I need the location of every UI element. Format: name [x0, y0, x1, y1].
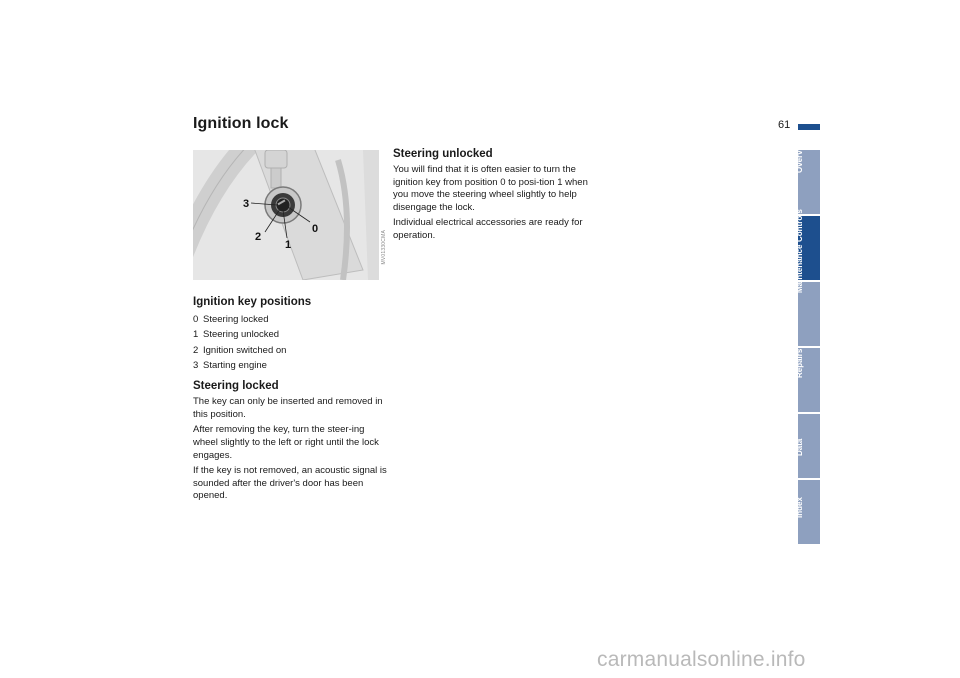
steering-unlocked-section — [393, 147, 588, 243]
list-item-text: Ignition switched on — [203, 344, 287, 356]
callout-0: 0 — [312, 223, 319, 235]
tab-label: Controls — [795, 209, 804, 243]
key-positions-list — [193, 312, 388, 373]
tab-data[interactable] — [795, 414, 820, 478]
list-item-text: Steering locked — [203, 314, 269, 325]
callout-3: 3 — [243, 198, 250, 210]
figure-code: MV01330CMA — [381, 230, 387, 265]
paragraph: Individual electrical accessories are ready for operation. — [393, 217, 583, 241]
tab-index[interactable] — [795, 480, 820, 544]
list-item-number: 2 — [193, 344, 199, 356]
list-item — [193, 343, 388, 358]
list-item — [193, 358, 388, 373]
tab-maintenance[interactable] — [795, 244, 820, 346]
list-item-text: Starting engine — [203, 359, 267, 371]
paragraph: You will find that it is often easier to turn the ignition key from position 0 to posi-tion 1 when you move the steering wheel slightly to help disengage the lock. — [393, 164, 588, 213]
list-item — [193, 327, 388, 342]
tab-label: Index — [795, 497, 804, 519]
steering-locked-heading: Steering locked — [193, 380, 279, 393]
list-item-number: 0 — [193, 314, 199, 325]
paragraph: The key can only be inserted and removed in this position. — [193, 396, 383, 420]
list-item-number: 1 — [193, 329, 199, 341]
tab-label: Maintenance — [795, 244, 804, 293]
watermark: carmanualsonline.info — [597, 648, 806, 671]
tab-label: Repairs — [795, 348, 804, 378]
paragraph: If the key is not removed, an acoustic signal is sounded after the driver's door has been opened. — [193, 465, 387, 502]
steering-unlocked-heading: Steering unlocked — [393, 148, 493, 160]
tab-label: Overview — [795, 137, 804, 174]
tab-repairs[interactable] — [795, 348, 820, 412]
left-column — [193, 295, 388, 509]
list-item — [193, 312, 388, 327]
list-item-number: 3 — [193, 359, 199, 371]
chapter-tabs — [795, 137, 820, 546]
page-marker — [798, 124, 820, 130]
page-title: Ignition lock — [193, 115, 289, 132]
right-column — [393, 147, 588, 249]
ignition-lock-figure — [193, 150, 379, 280]
list-item-text: Steering unlocked — [203, 329, 280, 341]
ignition-lock-illustration — [193, 150, 379, 280]
page-number: 61 — [778, 119, 791, 131]
key-positions-heading: Ignition key positions — [193, 296, 312, 308]
tab-overview[interactable] — [795, 137, 820, 214]
callout-1: 1 — [285, 239, 292, 251]
steering-locked-section — [193, 379, 388, 503]
tab-label: Data — [795, 438, 804, 456]
paragraph: After removing the key, turn the steer-ing wheel slightly to the left or right until the lock engages. — [193, 424, 379, 461]
key-positions-section — [193, 295, 388, 373]
callout-2: 2 — [255, 231, 262, 243]
